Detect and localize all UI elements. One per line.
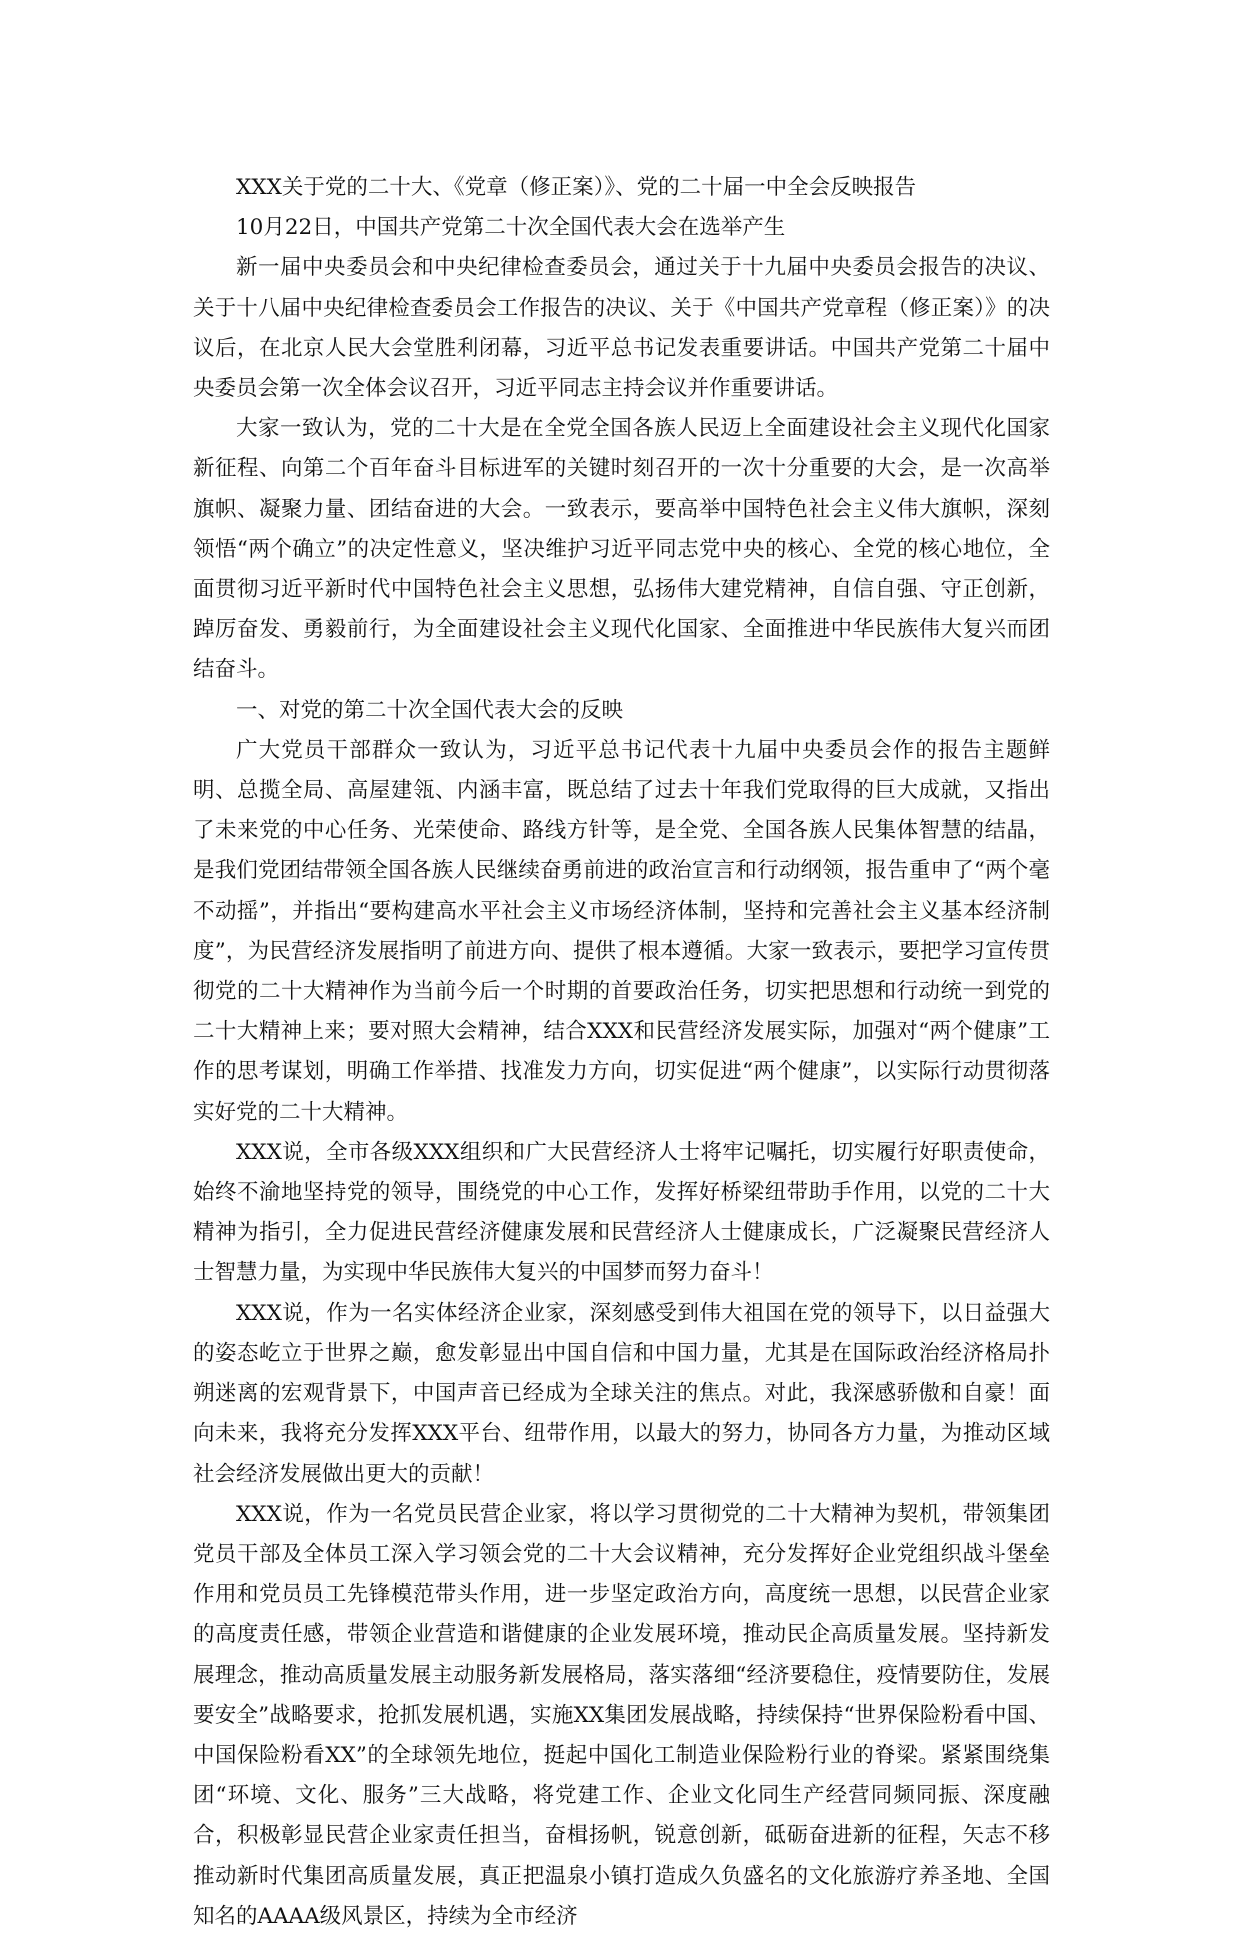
paragraph-consensus: 大家一致认为，党的二十大是在全党全国各族人民迈上全面建设社会主义现代化国家新征程、向第二个百年奋斗目标进军的关键时刻召开的一次十分重要的大会，是一次高举旗帜、凝聚力量、团结奋进的大会。一致表示，要高举中国特色社会主义伟大旗帜，深刻领悟“两个确立”的决定性意义，坚决维护习近平同志党中央的核心、全党的核心地位，全面贯彻习近平新时代中国特色社会主义思想，弘扬伟大建党精神，自信自强、守正创新，踔厉奋发、勇毅前行，为全面建设社会主义现代化国家、全面推进中华民族伟大复兴而团结奋斗。 [193,416,1050,683]
paragraph-report-feedback: 广大党员干部群众一致认为，习近平总书记代表十九届中央委员会作的报告主题鲜明、总揽全局、高屋建瓴、内涵丰富，既总结了过去十年我们党取得的巨大成就，又指出了未来党的中心任务、光荣使命、路线方针等，是全党、全国各族人民集体智慧的结晶，是我们党团结带领全国各族人民继续奋勇前进的政治宣言和行动纲领，报告重申了“两个毫不动摇”，并指出“要构建高水平社会主义市场经济体制，坚持和完善社会主义基本经济制度”，为民营经济发展指明了前进方向、提供了根本遵循。大家一致表示，要把学习宣传贯彻党的二十大精神作为当前今后一个时期的首要政治任务，切实把思想和行动统一到党的二十大精神上来；要对照大会精神，结合XXX和民营经济发展实际，加强对“两个健康”工作的思考谋划，明确工作举措、找准发力方向，切实促进“两个健康”，以实际行动贯彻落实好党的二十大精神。 [193,737,1050,1125]
paragraph-intro-date: 10月22日，中国共产党第二十次全国代表大会在选举产生 [236,215,786,241]
section-heading-1: 一、对党的第二十次全国代表大会的反映 [236,697,624,723]
paragraph-statement-2: XXX说，作为一名实体经济企业家，深刻感受到伟大祖国在党的领导下，以日益强大的姿态屹立于世界之巅，愈发彰显出中国自信和中国力量，尤其是在国际政治经济格局扑朔迷离的宏观背景下，中国声音已经成为全球关注的焦点。对此，我深感骄傲和自豪！面向未来，我将充分发挥XXX平台、纽带作用，以最大的努力，协同各方力量，为推动区域社会经济发展做出更大的贡献！ [193,1300,1050,1487]
paragraph-statement-1: XXX说，全市各级XXX组织和广大民营经济人士将牢记嘱托，切实履行好职责使命，始终不渝地坚持党的领导，围绕党的中心工作，发挥好桥梁纽带助手作用，以党的二十大精神为指引，全力促进民营经济健康发展和民营经济人士健康成长，广泛凝聚民营经济人士智慧力量，为实现中华民族伟大复兴的中国梦而努力奋斗！ [193,1139,1050,1286]
paragraph-closing-session: 新一届中央委员会和中央纪律检查委员会，通过关于十九届中央委员会报告的决议、关于十八届中央纪律检查委员会工作报告的决议、关于《中国共产党章程（修正案）》的决议后，在北京人民大会堂胜利闭幕，习近平总书记发表重要讲话。中国共产党第二十届中央委员会第一次全体会议召开，习近平同志主持会议并作重要讲话。 [193,255,1050,402]
document-title: XXX关于党的二十大、《党章（修正案）》、党的二十届一中全会反映报告 [236,175,917,200]
paragraph-statement-3: XXX说，作为一名党员民营企业家，将以学习贯彻党的二十大精神为契机，带领集团党员干部及全体员工深入学习领会党的二十大会议精神，充分发挥好企业党组织战斗堡垒作用和党员员工先锋模范带头作用，进一步坚定政治方向，高度统一思想，以民营企业家的高度责任感，带领企业营造和谐健康的企业发展环境，推动民企高质量发展。坚持新发展理念，推动高质量发展主动服务新发展格局，落实落细“经济要稳住，疫情要防住，发展要安全”战略要求，抢抓发展机遇，实施XX集团发展战略，持续保持“世界保险粉看中国、中国保险粉看XX”的全球领先地位，挺起中国化工制造业保险粉行业的脊梁。紧紧围绕集团“环境、文化、服务”三大战略，将党建工作、企业文化同生产经营同频同振、深度融合，积极彰显民营企业家责任担当，奋楫扬帆，锐意创新，砥砺奋进新的征程，矢志不移推动新时代集团高质量发展，真正把温泉小镇打造成久负盛名的文化旅游疗养圣地、全国知名的AAAA级风景区，持续为全市经济 [193,1501,1050,1929]
